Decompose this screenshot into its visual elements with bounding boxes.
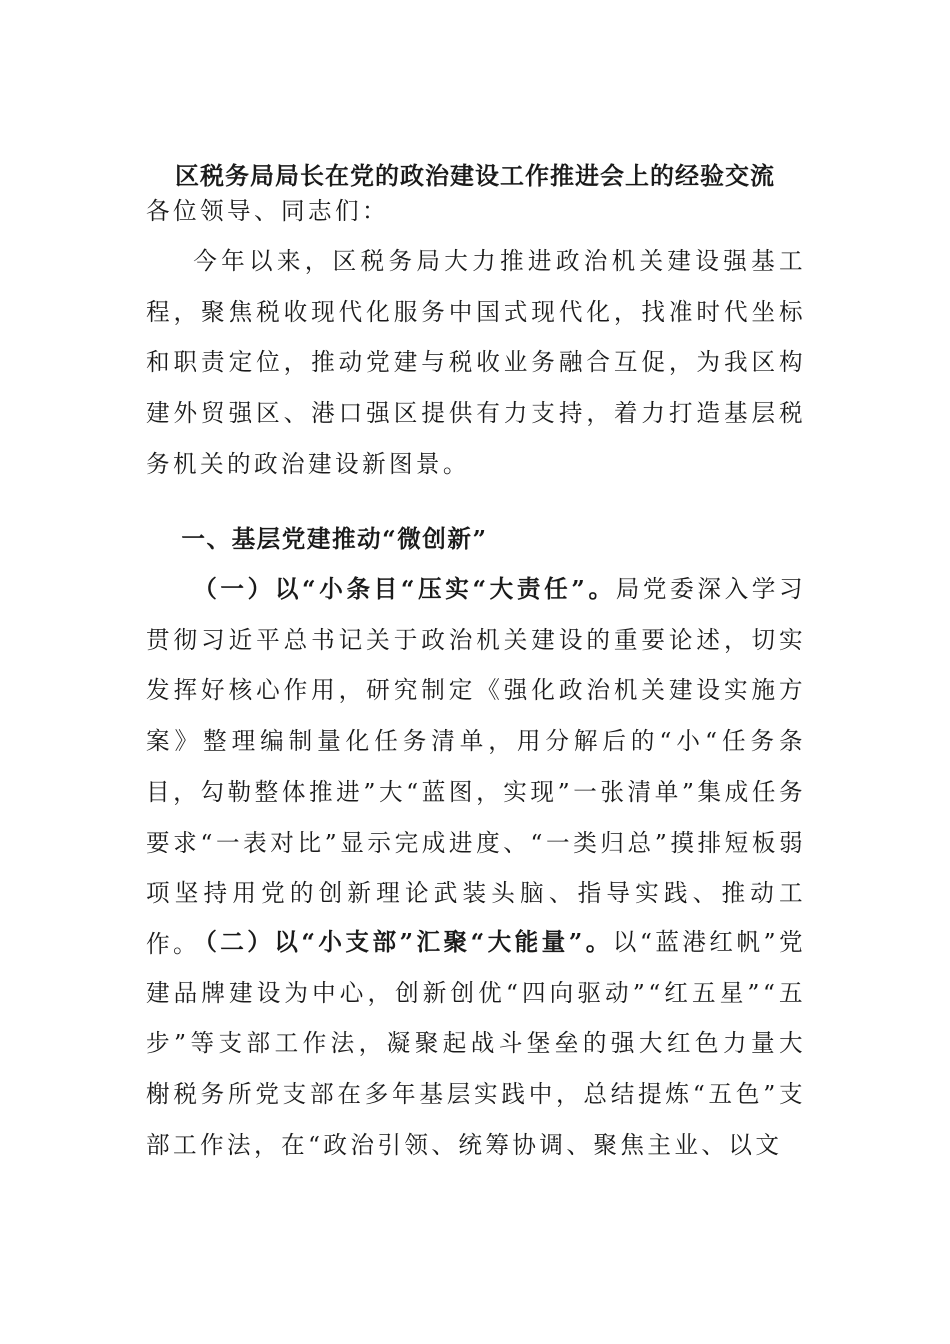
section-heading-1: 一、基层党建推动“微创新” — [181, 525, 488, 553]
subsection-heading-1: （一）以“小条目“压实“大责任”。 — [193, 575, 616, 603]
document-title: 区税务局局长在党的政治建设工作推进会上的经验交流 — [175, 161, 775, 190]
subsection-paragraph-1 — [146, 564, 806, 970]
subsection-heading-2: （二）以“小支部”汇聚“大能量”。 — [193, 928, 613, 956]
subsection-paragraph-2 — [146, 917, 806, 1171]
subsection-body-2: 以“蓝港红帆”党建品牌建设为中心，创新创优“四向驱动”“红五星”“五步”等支部工作法，凝聚起战斗堡垒的强大红色力量大榭税务所党支部在多年基层实践中，总结提炼“五色”支部工作法，在“政治引领、统筹协调、聚焦主业、以文 — [146, 928, 806, 1159]
salutation: 各位领导、同志们： — [146, 197, 389, 225]
intro-paragraph: 今年以来，区税务局大力推进政治机关建设强基工程，聚焦税收现代化服务中国式现代化，找准时代坐标和职责定位，推动党建与税收业务融合互促，为我区构建外贸强区、港口强区提供有力支持，着力打造基层税务机关的政治建设新图景。 — [146, 247, 806, 478]
subsection-body-1: 局党委深入学习贯彻习近平总书记关于政治机关建设的重要论述，切实发挥好核心作用，研究制定《强化政治机关建设实施方案》整理编制量化任务清单，用分解后的“小“任务条目，勾勒整体推进”大“蓝图，实现”一张清单”集成任务要求“一表对比”显示完成进度、“一类归总”摸排短板弱项坚持用党的创新理论武装头脑、指导实践、推动工作。 — [146, 575, 806, 958]
